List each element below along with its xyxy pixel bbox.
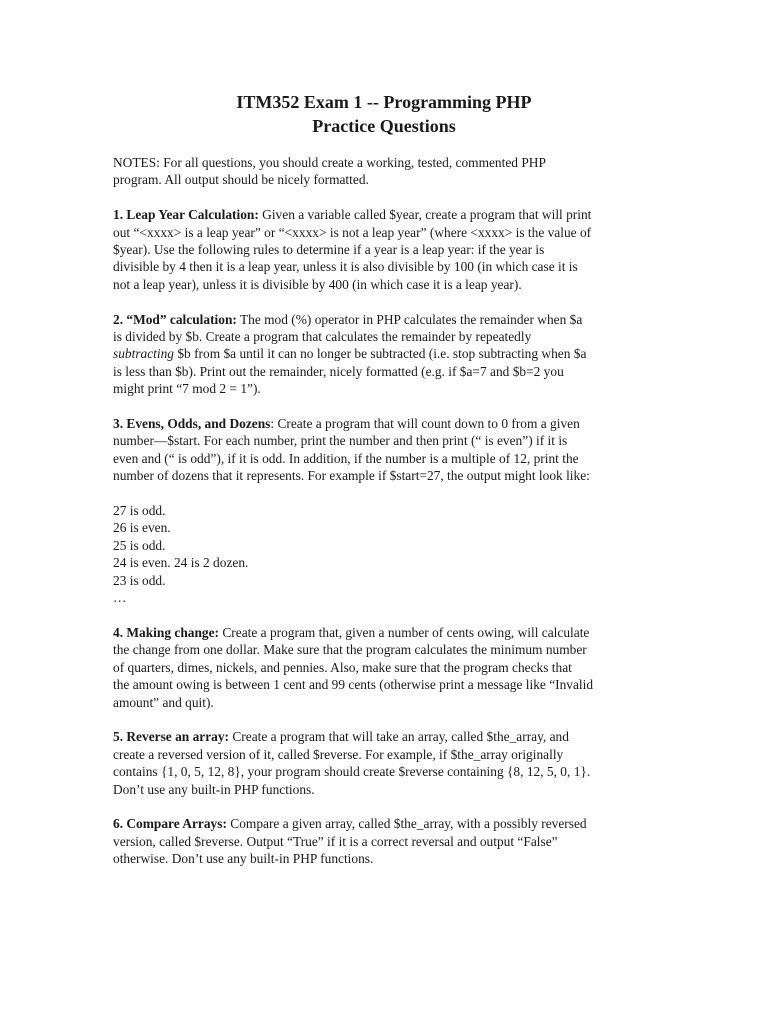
question-5-text: Create a program that will take an array, called $the_array, and: [229, 729, 569, 745]
question-3-text: even and (“ is odd”), if it is odd. In addition, if the number is a multiple of 12, print the: [113, 450, 579, 466]
sample-output-line: 27 is odd.: [113, 503, 166, 519]
title-line-1: ITM352 Exam 1 -- Programming PHP: [236, 92, 532, 112]
question-3-text: : Create a program that will count down to 0 from a given: [270, 416, 580, 432]
sample-output-line: 26 is even.: [113, 520, 171, 536]
question-1-text: Given a variable called $year, create a program that will print: [258, 207, 592, 223]
question-1: [113, 206, 658, 293]
notes-line: program. All output should be nicely formatted.: [113, 172, 369, 188]
document-title: [0, 90, 768, 138]
question-2-text: might print “7 mod 2 = 1”).: [113, 381, 261, 397]
question-6: [113, 815, 658, 867]
question-4-text: of quarters, dimes, nickels, and pennies. Also, make sure that the program checks that: [113, 659, 572, 675]
sample-output-ellipsis: …: [113, 590, 127, 606]
question-2-heading: 2. “Mod” calculation:: [113, 311, 237, 327]
question-4-text: amount” and quit).: [113, 694, 214, 710]
question-2-text: is less than $b). Print out the remainder, nicely formatted (e.g. if $a=7 and $b=2 you: [113, 363, 564, 379]
question-4-text: the amount owing is between 1 cent and 99 cents (otherwise print a message like “Invalid: [113, 677, 594, 693]
question-6-text: Compare a given array, called $the_array, with a possibly reversed: [226, 816, 587, 832]
question-2-text: is divided by $b. Create a program that calculates the remainder by repeatedly: [113, 329, 532, 345]
sample-output-line: 25 is odd.: [113, 537, 166, 553]
sample-output: [113, 502, 658, 606]
question-4: [113, 624, 658, 711]
document-body: [113, 154, 658, 885]
notes-paragraph: [113, 154, 658, 189]
sample-output-line: 24 is even. 24 is 2 dozen.: [113, 555, 249, 571]
question-3-heading: 3. Evens, Odds, and Dozens: [113, 416, 271, 432]
question-2-text: $b from $a until it can no longer be subtracted (i.e. stop subtracting when $a: [174, 346, 587, 362]
question-1-text: divisible by 4 then it is a leap year, unless it is also divisible by 100 (in which case it is: [113, 259, 578, 275]
question-5-text: create a reversed version of it, called $reverse. For example, if $the_array originally: [113, 746, 564, 762]
question-2: [113, 311, 658, 398]
question-6-text: otherwise. Don’t use any built-in PHP functions.: [113, 851, 374, 867]
question-5: [113, 728, 658, 798]
question-3-text: number of dozens that it represents. For example if $start=27, the output might look like:: [113, 468, 590, 484]
question-5-heading: 5. Reverse an array:: [113, 729, 230, 745]
question-6-text: version, called $reverse. Output “True” if it is a correct reversal and output “False”: [113, 833, 558, 849]
notes-line: NOTES: For all questions, you should create a working, tested, commented PHP: [113, 155, 546, 170]
question-5-text: contains {1, 0, 5, 12, 8}, your program should create $reverse containing {8, 12, 5, 0, 1}.: [113, 764, 591, 780]
question-4-text: the change from one dollar. Make sure that the program calculates the minimum number: [113, 642, 587, 658]
sample-output-line: 23 is odd.: [113, 572, 166, 588]
question-1-heading: 1. Leap Year Calculation:: [113, 207, 259, 223]
question-3: [113, 415, 658, 485]
question-4-text: Create a program that, given a number of cents owing, will calculate: [219, 624, 590, 640]
question-5-text: Don’t use any built-in PHP functions.: [113, 781, 315, 797]
question-1-text: not a leap year), unless it is divisible by 400 (in which case it is a leap year).: [113, 276, 522, 292]
question-1-text: out “<xxxx> is a leap year” or “<xxxx> is not a leap year” (where <xxxx> is the value of: [113, 224, 592, 240]
question-1-text: $year). Use the following rules to determine if a year is a leap year: if the year is: [113, 242, 545, 258]
title-line-2: Practice Questions: [312, 116, 456, 136]
question-2-text: The mod (%) operator in PHP calculates the remainder when $a: [236, 311, 583, 327]
question-2-emphasis: subtracting: [113, 346, 175, 362]
question-4-heading: 4. Making change:: [113, 624, 220, 640]
question-6-heading: 6. Compare Arrays:: [113, 816, 227, 832]
question-3-text: number—$start. For each number, print the number and then print (“ is even”) if it is: [113, 433, 568, 449]
